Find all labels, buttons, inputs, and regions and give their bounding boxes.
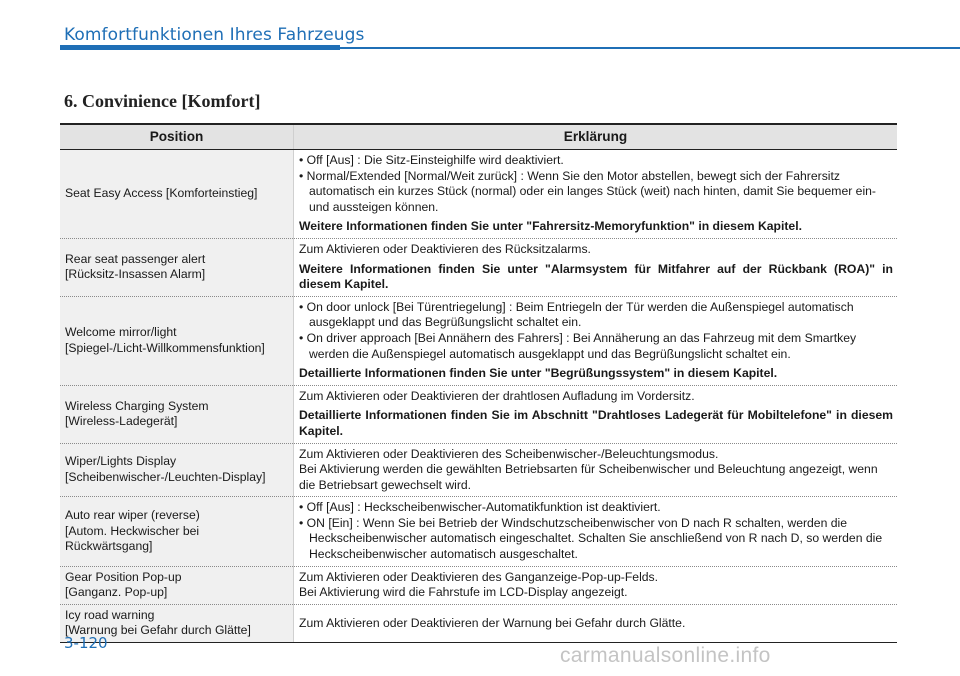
setting-name-line: Auto rear wiper (reverse): [65, 508, 200, 523]
setting-name-line: Wireless Charging System: [65, 398, 209, 413]
explanation-text: Zum Aktivieren oder Deaktivieren der Warnung bei Gefahr durch Glätte.: [299, 615, 686, 630]
chapter-header: Komfortfunktionen Ihres Fahrzeugs: [64, 25, 365, 45]
explanation-bullet: • On door unlock [Bei Türentriegelung] : Beim Entriegeln der Tür werden die Außenspiegel automatisch ausgeklappt und das Begrüßungslicht schaltet ein.: [299, 299, 854, 330]
setting-position-cell: [60, 566, 294, 604]
explanation-text: Zum Aktivieren oder Deaktivieren des Rücksitzalarms.: [299, 241, 591, 256]
section-title: 6. Convinience [Komfort]: [64, 91, 261, 111]
explanation-bullet: • On driver approach [Bei Annähern des Fahrers] : Bei Annäherung an das Fahrzeug mit dem Smartkey werden die Außenspiegel automatisch ausgeklappt und das Begrüßungslicht schaltet ein.: [299, 330, 857, 361]
explanation-text: Zum Aktivieren oder Deaktivieren des Ganganzeige-Pop-up-Felds.: [299, 569, 659, 584]
setting-position-cell: [60, 385, 294, 443]
setting-name-line: Seat Easy Access [Komforteinstieg]: [65, 186, 258, 201]
table-body: [60, 150, 897, 643]
setting-name-line: [Rücksitz-Insassen Alarm]: [65, 267, 206, 282]
setting-explanation-cell: [294, 296, 898, 385]
header-rule: [340, 47, 960, 49]
setting-explanation-cell: [294, 443, 898, 497]
setting-name-line: [Scheibenwischer-/Leuchten-Display]: [65, 469, 266, 484]
settings-table: [60, 123, 897, 643]
column-header-explanation: Erklärung: [294, 124, 898, 150]
page-number: 3-120: [64, 634, 108, 652]
setting-explanation-cell: [294, 238, 898, 296]
header-rule-accent: [60, 45, 340, 50]
setting-name-line: [Ganganz. Pop-up]: [65, 585, 168, 600]
table-row: [60, 566, 897, 604]
cross-reference-note: Detaillierte Informationen finden Sie im Abschnitt "Drahtloses Ladegerät für Mobiltelefone" in diesem Kapitel.: [299, 408, 893, 438]
setting-explanation-cell: [294, 150, 898, 239]
table-row: [60, 296, 897, 385]
explanation-bullet: • Normal/Extended [Normal/Weit zurück] : Wenn Sie den Motor abstellen, bewegt sich der Fahrersitz automatisch ein kurzes Stück (normal) oder ein langes Stück (weit) nach hinten, damit Sie bequemer ein- und aussteigen können.: [299, 168, 876, 214]
explanation-bullet: • Off [Aus] : Die Sitz-Einsteighilfe wird deaktiviert.: [299, 153, 564, 167]
setting-explanation-cell: [294, 604, 898, 642]
setting-position-cell: [60, 238, 294, 296]
explanation-bullet: • ON [Ein] : Wenn Sie bei Betrieb der Windschutzscheibenwischer von D nach R schalten, werden die Heckscheibenwischer automatisch eingeschaltet. Schalten Sie anschließend von R nach D, so werden die Heckscheibenwischer automatisch ausgeschaltet.: [299, 515, 883, 562]
setting-explanation-cell: [294, 566, 898, 604]
setting-name-line: Rückwärtsgang]: [65, 539, 153, 554]
setting-name-line: Gear Position Pop-up: [65, 569, 182, 584]
setting-name-line: [Spiegel-/Licht-Willkommensfunktion]: [65, 340, 265, 355]
explanation-text: Bei Aktivierung wird die Fahrstufe im LCD-Display angezeigt.: [299, 585, 628, 600]
setting-position-cell: [60, 296, 294, 385]
explanation-bullet: • Off [Aus] : Heckscheibenwischer-Automatikfunktion ist deaktiviert.: [299, 500, 661, 515]
setting-position-cell: [60, 443, 294, 497]
setting-name-line: Wiper/Lights Display: [65, 454, 177, 469]
table-row: [60, 497, 897, 566]
table-header-row: [60, 124, 897, 150]
explanation-text: Zum Aktivieren oder Deaktivieren der drahtlosen Aufladung im Vordersitz.: [299, 388, 695, 403]
setting-position-cell: [60, 497, 294, 566]
table-row: [60, 150, 897, 239]
cross-reference-note: Weitere Informationen finden Sie unter "Alarmsystem für Mitfahrer auf der Rückbank (ROA)" in diesem Kapitel.: [299, 261, 893, 292]
cross-reference-note: Weitere Informationen finden Sie unter "Fahrersitz-Memoryfunktion" in diesem Kapitel.: [299, 219, 802, 234]
explanation-text: Zum Aktivieren oder Deaktivieren des Scheibenwischer-/Beleuchtungsmodus.: [299, 446, 719, 461]
table-row: [60, 604, 897, 642]
column-header-position: Position: [60, 124, 294, 150]
setting-name-line: Rear seat passenger alert: [65, 251, 206, 266]
setting-name-line: [Autom. Heckwischer bei: [65, 523, 200, 538]
table-row: [60, 385, 897, 443]
setting-position-cell: [60, 150, 294, 239]
cross-reference-note: Detaillierte Informationen finden Sie unter "Begrüßungssystem" in diesem Kapitel.: [299, 366, 778, 381]
setting-explanation-cell: [294, 497, 898, 566]
setting-name-line: [Wireless-Ladegerät]: [65, 414, 178, 429]
setting-name-line: Welcome mirror/light: [65, 325, 177, 340]
setting-explanation-cell: [294, 385, 898, 443]
table-row: [60, 443, 897, 497]
setting-name-line: [Warnung bei Gefahr durch Glätte]: [65, 623, 251, 638]
setting-name-line: Icy road warning: [65, 607, 155, 622]
table-row: [60, 238, 897, 296]
explanation-text: Bei Aktivierung werden die gewählten Betriebsarten für Scheibenwischer und Beleuchtung angezeigt, wenn die Betriebsart gewechselt wird.: [299, 462, 878, 492]
watermark: carmanualsonline.info: [560, 644, 771, 667]
